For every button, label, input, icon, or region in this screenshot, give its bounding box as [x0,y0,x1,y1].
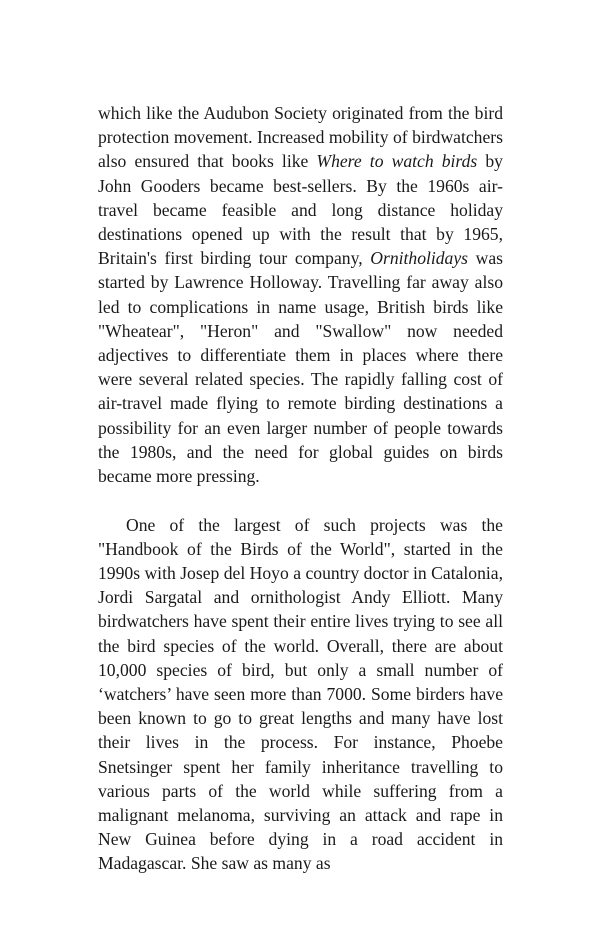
book-page [98,101,503,876]
paragraph-1-text-2: by John Gooders became best-sellers. By the 1960s air-travel became feasible and long distance holiday destinations opened up with the result that by 1965, Britain's first birding tour company, [98,151,503,269]
paragraph-2-text-1: One of the largest of such projects was the "Handbook of the Birds of the World", started in the 1990s with Josep del Hoyo a country doctor in Catalonia, Jordi Sargatal and ornithologist Andy Elliott. Many birdwatchers have spent their entire lives trying to see all the bird species of the world. Overall, there are about 10,000 species of bird, but only a small number of ‘watchers’ have seen more than 7000. Some birders have been known to go to great lengths and many have lost their lives in the process. For instance, Phoebe Snetsinger spent her family inheritance travelling to various parts of the world while suffering from a malignant melanoma, surviving an attack and rape in New Guinea before dying in a road accident in Madagascar. She saw as many as [98,514,503,874]
book-title-where-to-watch-birds: Where to watch birds [316,151,478,172]
paragraph-1-text-1: which like the Audubon Society originated from the bird protection movement. Increased mobility of birdwatchers also ensured that books like [98,103,503,172]
paragraph-1 [98,101,503,488]
paragraph-1-text-3: was started by Lawrence Holloway. Travelling far away also led to complications in name usage, British birds like "Wheatear", "Heron" and "Swallow" now needed adjectives to differentiate them in places where there were several related species. The rapidly falling cost of air-travel made flying to remote birding destinations a possibility for an even larger number of people towards the 1980s, and the need for global guides on birds became more pressing. [98,248,504,487]
paragraph-2 [98,513,503,876]
company-name-ornitholidays: Ornitholidays [370,248,469,269]
